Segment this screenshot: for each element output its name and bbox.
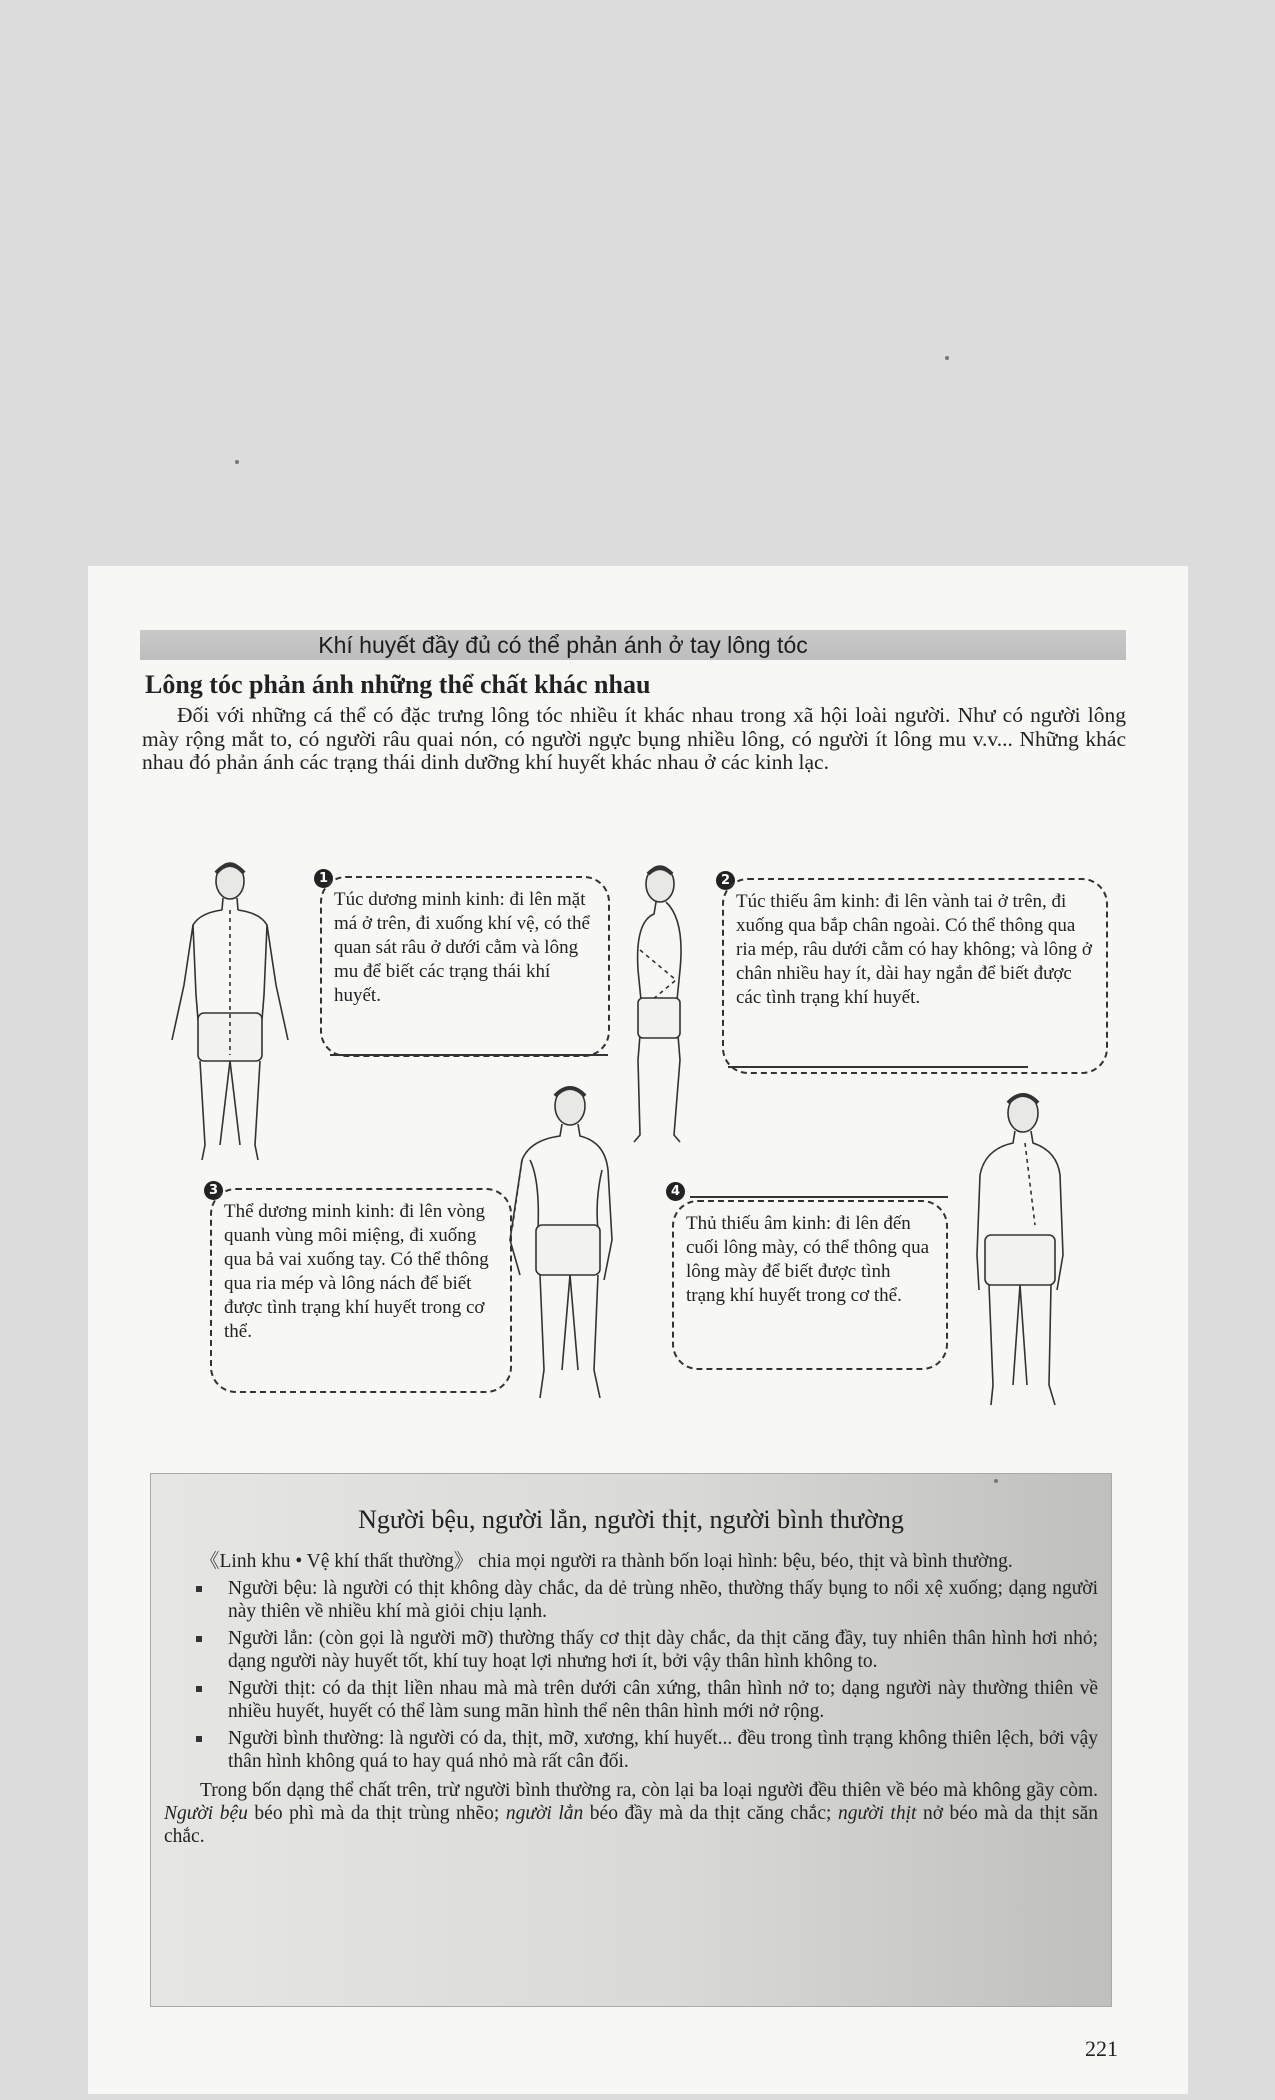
- box-body: [164, 1550, 1098, 1848]
- scan-speck: [945, 356, 949, 360]
- callout-3: [210, 1188, 512, 1393]
- box-title: Người bệu, người lẳn, người thịt, người bình thường: [358, 1505, 904, 1534]
- section-title: Lông tóc phản ánh những thể chất khác nhau: [145, 670, 651, 699]
- figure-front-man: [160, 855, 300, 1165]
- closing-term: Người bệu: [164, 1803, 248, 1824]
- scan-speck: [994, 1479, 998, 1483]
- box-closing: [164, 1779, 1098, 1848]
- closing-part: nở béo mà da thịt săn chắc.: [164, 1803, 1099, 1847]
- bullet-square-icon: [196, 1686, 202, 1692]
- figure-brow-man: [965, 1085, 1075, 1415]
- callout-1: [320, 876, 610, 1057]
- closing-term: người lẳn: [505, 1803, 584, 1824]
- callout-2: [722, 878, 1108, 1074]
- bullet-text: Người bình thường: là người có da, thịt, mỡ, xương, khí huyết... đều trong tình trạng không thiên lệch, bởi vậy thân hình không quá to hay quá nhỏ mà rất cân đối.: [228, 1728, 1098, 1772]
- callout-3-number: 3: [204, 1181, 223, 1200]
- closing-term: người thịt: [837, 1803, 917, 1824]
- intro-text: Đối với những cá thể có đặc trưng lông tóc nhiều ít khác nhau trong xã hội loài người. Như có người lông mày rộng mắt to, có người râu quai nón, có người ngực bụng nhiều lông, có người ít lông mu v.v... Những khác nhau đó phản ánh các trạng thái dinh dưỡng khí huyết khác nhau ở các kinh lạc.: [142, 703, 1126, 774]
- callout-4-pointer: [690, 1196, 948, 1198]
- bullet-square-icon: [196, 1586, 202, 1592]
- header-title: Khí huyết đầy đủ có thể phản ánh ở tay lông tóc: [318, 632, 808, 658]
- bullet-text: Người bệu: là người có thịt không dày chắc, da dẻ trùng nhẽo, thường thấy bụng to nổi xệ xuống; dạng người này thiên về nhiều khí mà giỏi chịu lạnh.: [228, 1578, 1098, 1622]
- callout-4: [672, 1200, 948, 1370]
- callout-4-number: 4: [666, 1182, 685, 1201]
- closing-part: béo đầy mà da thịt căng chắc;: [583, 1803, 838, 1824]
- intro-paragraph: [142, 704, 1126, 775]
- scan-speck: [235, 460, 239, 464]
- bullet-text: Người thịt: có da thịt liền nhau mà mà trên dưới cân xứng, thân hình nở to; dạng người này thường thiên về nhiều huyết, huyết có thể làm sung mãn hình thể nên thân hình mới nở rộng.: [228, 1678, 1098, 1722]
- figure-arm-man: [500, 1080, 630, 1410]
- callout-4-text: Thủ thiếu âm kinh: đi lên đến cuối lông mày, có thể thông qua lông mày để biết được tình trạng khí huyết trong cơ thể.: [686, 1213, 930, 1306]
- callout-2-text: Túc thiếu âm kinh: đi lên vành tai ở trên, đi xuống qua bắp chân ngoài. Có thể thông qua ria mép, râu dưới cằm có hay không; và lông ở chân nhiều hay ít, dài hay ngắn để biết được các tình trạng khí huyết.: [736, 891, 1092, 1008]
- bullet-item: [164, 1727, 1098, 1773]
- bullet-item: [164, 1577, 1098, 1623]
- bullet-item: [164, 1677, 1098, 1723]
- box-intro: 《Linh khu • Vệ khí thất thường》 chia mọi người ra thành bốn loại hình: bệu, béo, thịt và bình thường.: [200, 1551, 1013, 1572]
- callout-1-number: 1: [314, 869, 333, 888]
- callout-1-pointer: [330, 1054, 608, 1056]
- page-number: 221: [1085, 2036, 1118, 2061]
- callout-1-text: Túc dương minh kinh: đi lên mặt má ở trên, đi xuống khí vệ, có thể quan sát râu ở dưới cằm và lông mu để biết các trạng thái khí huyết.: [334, 889, 590, 1006]
- callout-3-text: Thể dương minh kinh: đi lên vòng quanh vùng môi miệng, đi xuống qua bả vai xuống tay. Có thể thông qua ria mép và lông nách để biết được tình trạng khí huyết trong cơ thể.: [224, 1201, 489, 1342]
- bullet-square-icon: [196, 1736, 202, 1742]
- bullet-square-icon: [196, 1636, 202, 1642]
- bullet-text: Người lẳn: (còn gọi là người mỡ) thường thấy cơ thịt dày chắc, da thịt căng đầy, tuy nhiên thân hình hơi nhỏ; dạng người này huyết tốt, khí tuy hoạt lợi nhưng hơi ít, bởi vậy thân hình không to.: [228, 1628, 1098, 1672]
- callout-2-pointer: [728, 1066, 1028, 1068]
- callout-2-number: 2: [716, 871, 735, 890]
- closing-part: Trong bốn dạng thể chất trên, trừ người bình thường ra, còn lại ba loại người đều thiên về béo mà không gầy còm.: [200, 1780, 1098, 1801]
- closing-part: béo phì mà da thịt trùng nhẽo;: [247, 1803, 506, 1824]
- bullet-item: [164, 1627, 1098, 1673]
